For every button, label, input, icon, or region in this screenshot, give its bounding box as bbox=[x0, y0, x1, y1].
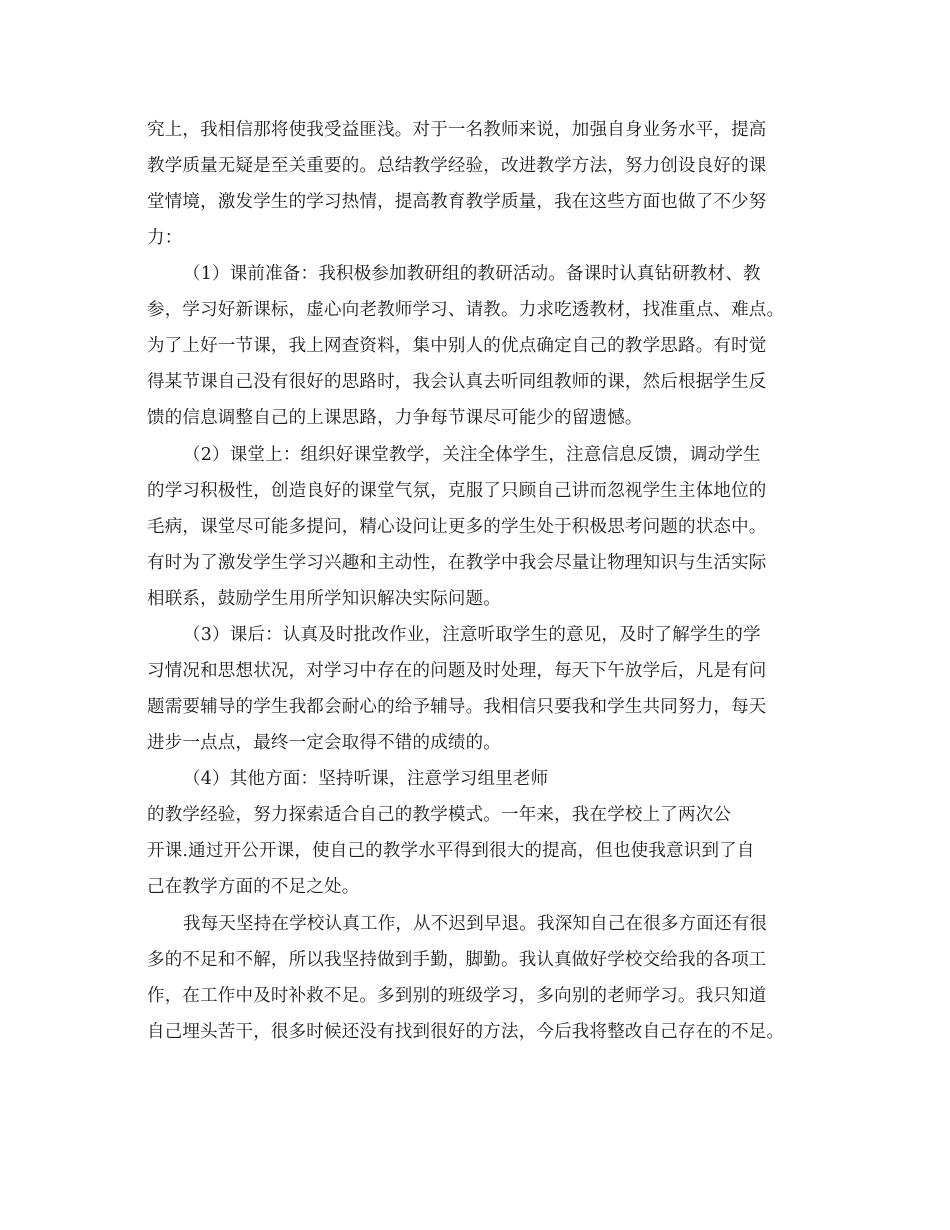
paragraph-3-start: （3）课后：认真及时批改作业，注意听取学生的意见，及时了解学生的学 bbox=[183, 625, 761, 645]
text-line: 力： bbox=[147, 228, 183, 248]
text-line: 的教学经验，努力探索适合自己的教学模式。一年来，我在学校上了两次公 bbox=[147, 805, 732, 825]
paragraph-5-start: 我每天坚持在学校认真工作，从不迟到早退。我深知自己在很多方面还有很 bbox=[183, 914, 768, 934]
paragraph-1-start: （1）课前准备：我积极参加教研组的教研活动。备课时认真钻研教材、教 bbox=[183, 264, 761, 284]
text-line: 的学习积极性，创造良好的课堂气氛，克服了只顾自己讲而忽视学生主体地位的 bbox=[147, 481, 767, 501]
text-line: 堂情境，激发学生的学习热情，提高教育教学质量，我在这些方面也做了不少努 bbox=[147, 192, 767, 212]
text-line: 自己埋头苦干，很多时候还没有找到很好的方法，今后我将整改自己存在的不足。 bbox=[147, 1022, 785, 1042]
text-line: 己在教学方面的不足之处。 bbox=[147, 877, 360, 897]
text-line: 为了上好一节课，我上网查资料，集中别人的优点确定自己的教学思路。有时觉 bbox=[147, 336, 767, 356]
paragraph-4-start: （4）其他方面：坚持听课，注意学习组里老师 bbox=[183, 769, 549, 789]
text-line: 毛病，课堂尽可能多提问，精心设问让更多的学生处于积极思考问题的状态中。 bbox=[147, 517, 767, 537]
text-line: 馈的信息调整自己的上课思路，力争每节课尽可能少的留遗憾。 bbox=[147, 408, 643, 428]
paragraph-2-start: （2）课堂上：组织好课堂教学，关注全体学生，注意信息反馈，调动学生 bbox=[183, 445, 761, 465]
text-line: 究上，我相信那将使我受益匪浅。对于一名教师来说，加强自身业务水平，提高 bbox=[147, 120, 767, 140]
text-line: 作，在工作中及时补救不足。多到别的班级学习，多向别的老师学习。我只知道 bbox=[147, 986, 767, 1006]
text-line: 进步一点点，最终一定会取得不错的成绩的。 bbox=[147, 733, 501, 753]
text-line: 得某节课自己没有很好的思路时，我会认真去听同组教师的课，然后根据学生反 bbox=[147, 372, 767, 392]
text-line: 有时为了激发学生学习兴趣和主动性，在教学中我会尽量让物理知识与生活实际 bbox=[147, 553, 767, 573]
text-line: 开课.通过开公开课，使自己的教学水平得到很大的提高，但也使我意识到了自 bbox=[147, 841, 755, 861]
text-line: 题需要辅导的学生我都会耐心的给予辅导。我相信只要我和学生共同努力，每天 bbox=[147, 697, 767, 717]
text-line: 参，学习好新课标，虚心向老教师学习、请教。力求吃透教材，找准重点、难点。 bbox=[147, 300, 785, 320]
text-line: 多的不足和不解，所以我坚持做到手勤，脚勤。我认真做好学校交给我的各项工 bbox=[147, 950, 767, 970]
text-line: 教学质量无疑是至关重要的。总结教学经验，改进教学方法，努力创设良好的课 bbox=[147, 156, 767, 176]
text-line: 习情况和思想状况，对学习中存在的问题及时处理，每天下午放学后，凡是有问 bbox=[147, 661, 767, 681]
text-line: 相联系，鼓励学生用所学知识解决实际问题。 bbox=[147, 589, 501, 609]
